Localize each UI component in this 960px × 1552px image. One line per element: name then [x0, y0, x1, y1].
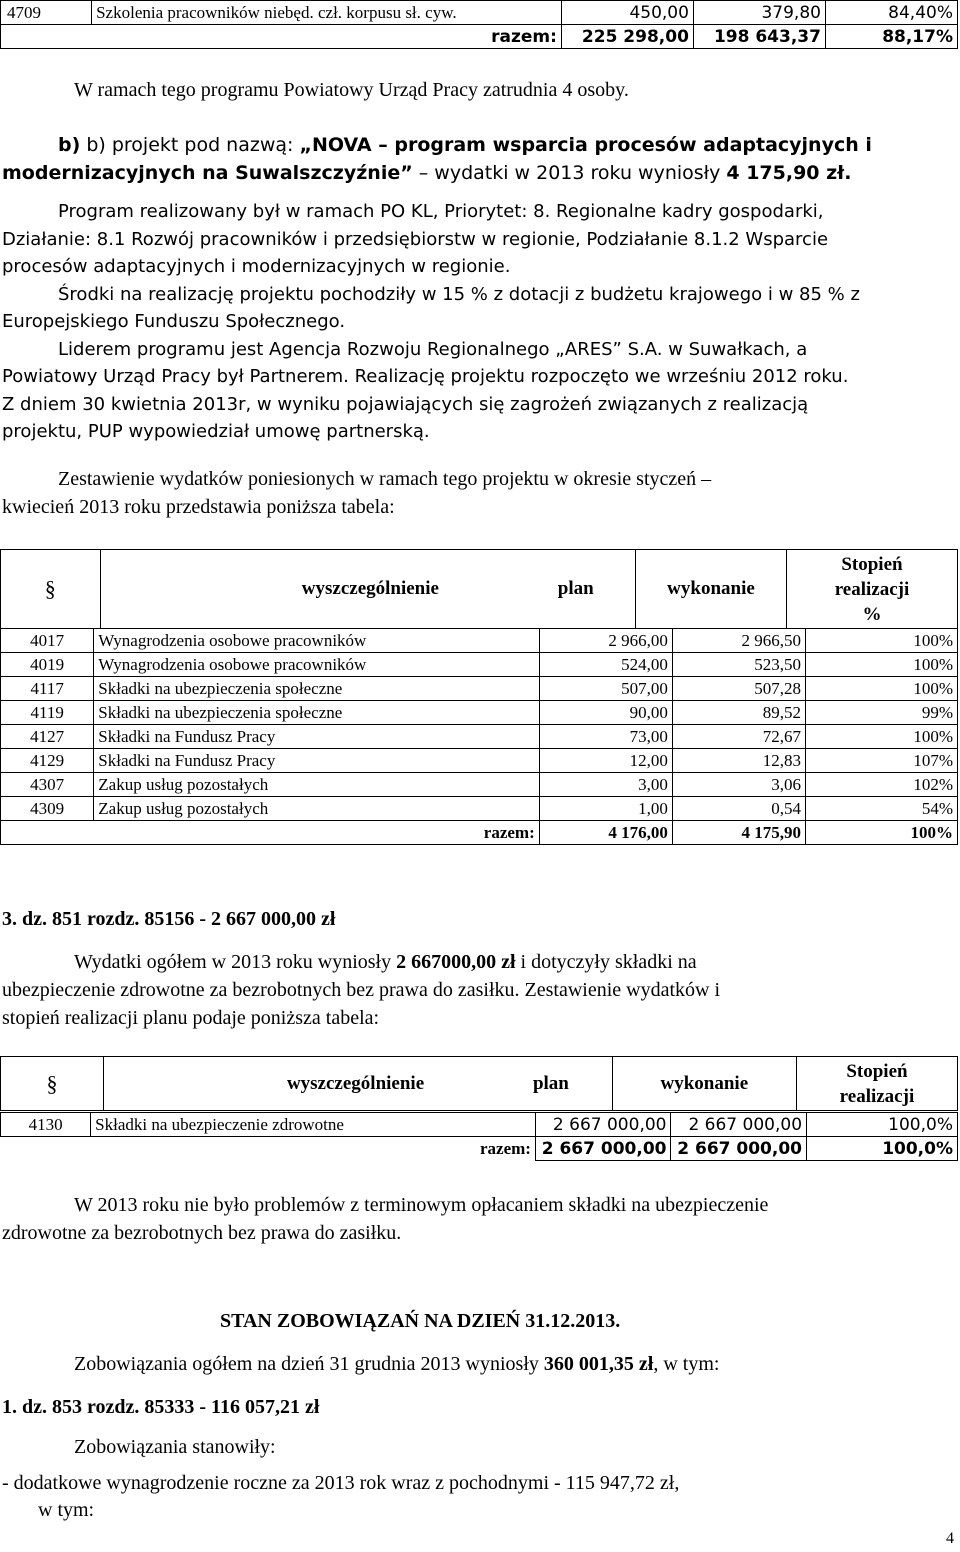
table-row	[1, 677, 958, 701]
bullet-line1: - dodatkowe wynagrodzenie roczne za 2013 rok wraz z pochodnymi - 115 947,72 zł,	[2, 1472, 680, 1494]
code-cell: 4127	[1, 725, 94, 749]
total-pct: 88,17%	[825, 25, 957, 49]
code-cell: 4307	[1, 773, 94, 797]
program-line: Środki na realizację projektu pochodziły w 15 % z dotacji z budżetu krajowego i w 85 % z	[58, 283, 860, 305]
table-header-row	[1, 550, 958, 629]
section-b-line2	[2, 160, 958, 187]
table-row	[1, 749, 958, 773]
liabilities-line	[74, 1351, 719, 1378]
program-line: Z dniem 30 kwietnia 2013r, w wyniku pojawiających się zagrożeń związanych z realizacją	[2, 393, 809, 415]
program-line: procesów adaptacyjnych i modernizacyjnych w regionie.	[2, 256, 511, 277]
pct-cell: 100%	[805, 677, 957, 701]
code-cell: 4019	[1, 653, 94, 677]
plan-cell: 2 966,00	[539, 629, 672, 653]
table-row	[1, 797, 958, 821]
sub1-heading: 1. dz. 853 rozdz. 85333 - 116 057,21 zł	[2, 1396, 320, 1418]
total-label: razem:	[1, 25, 562, 49]
pct-header-line: Stopień	[841, 553, 903, 575]
section3-line2: ubezpieczenie zdrowotne za bezrobotnych bez prawa do zasiłku. Zestawienie wydatków i	[2, 979, 721, 1001]
table-total-row	[1, 821, 958, 845]
code-cell: 4130	[1, 1113, 91, 1137]
no-problem-line1: W 2013 roku nie było problemów z terminowym opłacaniem składki na ubezpieczenie	[74, 1194, 769, 1216]
exec-cell: 379,80	[693, 1, 825, 25]
exec-cell: 89,52	[672, 701, 805, 725]
table-total-row	[1, 25, 958, 49]
desc-header-label: wyszczególnienie	[301, 578, 439, 599]
plan-cell: 1,00	[539, 797, 672, 821]
plan-cell: 3,00	[539, 773, 672, 797]
expenses-table-body	[0, 628, 958, 845]
exec-cell: 0,54	[672, 797, 805, 821]
sub1-text: Zobowiązania stanowiły:	[74, 1436, 276, 1458]
exec-cell: 2 667 000,00	[671, 1113, 807, 1137]
liabilities-amount: 360 001,35 zł	[543, 1353, 654, 1375]
table-row	[1, 629, 958, 653]
pct-header-line: Stopień	[846, 1060, 908, 1082]
name-cell: Składki na ubezpieczenie zdrowotne	[91, 1113, 536, 1137]
pct-cell: 100%	[805, 653, 957, 677]
exec-cell: 12,83	[672, 749, 805, 773]
section3-line1	[74, 949, 954, 976]
program-line: Powiatowy Urząd Pracy był Partnerem. Realizację projektu rozpoczęto we wrześniu 2012 roku.	[2, 366, 849, 387]
plan-cell: 524,00	[539, 653, 672, 677]
name-cell: Wynagrodzenia osobowe pracowników	[94, 629, 539, 653]
total-label: razem:	[479, 1138, 531, 1158]
pup-paragraph: W ramach tego programu Powiatowy Urząd Pracy zatrudnia 4 osoby.	[74, 79, 629, 101]
summary-line1: Zestawienie wydatków poniesionych w ramach tego projektu w okresie styczeń –	[58, 468, 712, 490]
program-line: Europejskiego Funduszu Społecznego.	[2, 311, 346, 332]
plan-cell: 450,00	[561, 1, 693, 25]
health-insurance-table-body	[0, 1112, 958, 1161]
pct-cell: 100,0%	[807, 1113, 958, 1137]
total-exec: 2 667 000,00	[671, 1137, 807, 1161]
total-plan: 225 298,00	[561, 25, 693, 49]
desc-header-label: wyszczególnienie	[286, 1072, 425, 1094]
pct-cell: 100%	[805, 725, 957, 749]
pct-header-line: realizacji	[839, 1085, 915, 1107]
health-insurance-table	[0, 1056, 958, 1111]
exec-cell: 523,50	[672, 653, 805, 677]
pct-header-line: realizacji	[834, 578, 910, 600]
pct-header	[796, 1057, 957, 1111]
section3-amount: 2 667000,00 zł	[396, 951, 516, 973]
page-number: 4	[946, 1530, 954, 1547]
pct-cell: 54%	[805, 797, 957, 821]
code-cell: 4117	[1, 677, 94, 701]
section-b-amount: 4 175,90 zł.	[726, 162, 852, 184]
pct-cell: 100%	[805, 629, 957, 653]
pct-header	[786, 550, 957, 629]
table-row	[1, 701, 958, 725]
pct-cell: 102%	[805, 773, 957, 797]
table-header-row	[1, 1057, 958, 1111]
name-cell: Zakup usług pozostałych	[94, 773, 539, 797]
program-line: Liderem programu jest Agencja Rozwoju Regionalnego „ARES” S.A. w Suwałkach, a	[58, 338, 808, 360]
top-table	[0, 0, 958, 49]
plan-cell: 2 667 000,00	[535, 1113, 671, 1137]
section-b-title: „NOVA – program wsparcia procesów adaptacyjnych i	[299, 134, 872, 156]
total-pct: 100%	[805, 821, 957, 845]
code-cell: 4017	[1, 629, 94, 653]
code-cell: 4709	[1, 1, 92, 25]
plan-header-label: plan	[532, 1072, 569, 1094]
expenses-table	[0, 549, 958, 629]
liabilities-text: Zobowiązania ogółem na dzień 31 grudnia 2013 wyniosły	[74, 1353, 544, 1375]
code-cell: 4119	[1, 701, 94, 725]
table-row	[1, 1113, 958, 1137]
table-total-row	[1, 1137, 958, 1161]
table-row	[1, 653, 958, 677]
table-row	[1, 725, 958, 749]
program-line: Działanie: 8.1 Rozwój pracowników i przedsiębiorstw w regionie, Podziałanie 8.1.2 Wsparcie	[2, 228, 829, 250]
desc-header	[104, 1057, 613, 1111]
liabilities-text-cont: , w tym:	[653, 1353, 720, 1375]
section3-line3: stopień realizacji planu podaje poniższa tabela:	[2, 1007, 380, 1029]
total-pct: 100,0%	[807, 1137, 958, 1161]
exec-header: wykonanie	[612, 1057, 796, 1111]
section-b-line1	[58, 132, 954, 159]
bullet-line2: w tym:	[38, 1499, 95, 1521]
pct-cell: 107%	[805, 749, 957, 773]
exec-cell: 3,06	[672, 773, 805, 797]
table-row	[1, 773, 958, 797]
program-description	[2, 198, 958, 446]
section3-text-cont: i dotyczyły składki na	[515, 951, 697, 973]
section3-text: Wydatki ogółem w 2013 roku wyniosły	[74, 951, 397, 973]
pct-cell: 84,40%	[825, 1, 957, 25]
exec-header: wykonanie	[636, 550, 787, 629]
liabilities-heading: STAN ZOBOWIĄZAŃ NA DZIEŃ 31.12.2013.	[220, 1310, 621, 1332]
program-line: projektu, PUP wypowiedział umowę partnerską.	[2, 421, 430, 442]
total-plan: 2 667 000,00	[535, 1137, 671, 1161]
desc-header	[100, 550, 636, 629]
name-cell: Zakup usług pozostałych	[94, 797, 539, 821]
table-row	[1, 1, 958, 25]
section-b-title-cont: modernizacyjnych na Suwalszczyźnie”	[2, 162, 413, 184]
plan-cell: 507,00	[539, 677, 672, 701]
total-plan: 4 176,00	[539, 821, 672, 845]
exec-cell: 2 966,50	[672, 629, 805, 653]
name-cell: Składki na Fundusz Pracy	[94, 725, 539, 749]
section-header: §	[1, 1057, 104, 1111]
total-label: razem:	[1, 821, 540, 845]
summary-line2: kwiecień 2013 roku przedstawia poniższa tabela:	[2, 496, 395, 518]
plan-cell: 12,00	[539, 749, 672, 773]
section-b-label: b)	[58, 134, 81, 156]
pct-cell: 99%	[805, 701, 957, 725]
section3-heading: 3. dz. 851 rozdz. 85156 - 2 667 000,00 zł	[2, 908, 336, 930]
pct-header-line: %	[862, 603, 882, 625]
name-cell: Szkolenia pracowników niebęd. czł. korpusu sł. cyw.	[92, 1, 562, 25]
name-cell: Składki na ubezpieczenia społeczne	[94, 701, 539, 725]
total-exec: 198 643,37	[693, 25, 825, 49]
name-cell: Składki na Fundusz Pracy	[94, 749, 539, 773]
section-b-text: b) projekt pod nazwą:	[86, 134, 300, 156]
name-cell: Wynagrodzenia osobowe pracowników	[94, 653, 539, 677]
plan-header-label: plan	[557, 578, 594, 599]
exec-cell: 72,67	[672, 725, 805, 749]
name-cell: Składki na ubezpieczenia społeczne	[94, 677, 539, 701]
total-exec: 4 175,90	[672, 821, 805, 845]
section-header: §	[1, 550, 101, 629]
no-problem-line2: zdrowotne za bezrobotnych bez prawa do zasiłku.	[2, 1222, 402, 1244]
section-b-expenses-text: – wydatki w 2013 roku wyniosły	[412, 162, 727, 184]
plan-cell: 73,00	[539, 725, 672, 749]
code-cell: 4129	[1, 749, 94, 773]
plan-cell: 90,00	[539, 701, 672, 725]
program-line: Program realizowany był w ramach PO KL, Priorytet: 8. Regionalne kadry gospodarki,	[58, 201, 824, 222]
exec-cell: 507,28	[672, 677, 805, 701]
code-cell: 4309	[1, 797, 94, 821]
